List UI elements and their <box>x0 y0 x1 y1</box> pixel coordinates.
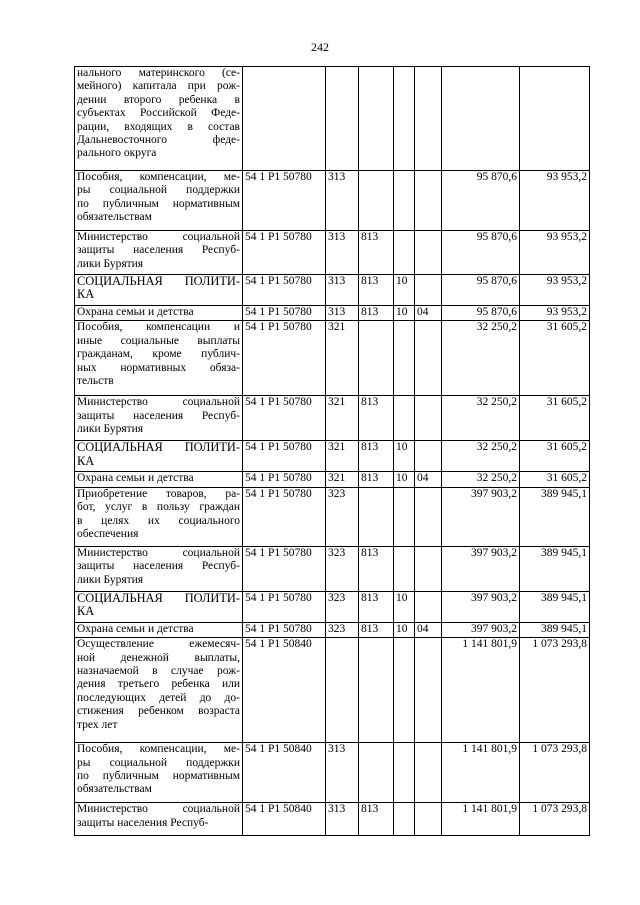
expense-name <box>75 231 243 275</box>
expense-name-line: последующих детей до до- <box>77 691 240 704</box>
table-row <box>75 591 590 622</box>
target-article-code: 54 1 P1 50780 <box>243 231 326 275</box>
table-row <box>75 231 590 275</box>
expense-name-line: ры социальной поддержки <box>77 756 240 769</box>
section-code <box>394 231 415 275</box>
expense-type-code: 313 <box>326 171 359 231</box>
expense-name-line: Министерство социальной <box>77 396 240 409</box>
expense-name <box>75 441 243 472</box>
ministry-code: 813 <box>359 622 394 637</box>
section-code <box>394 171 415 231</box>
expense-name-line: тельств <box>77 375 114 388</box>
expense-type-code: 313 <box>326 275 359 306</box>
expense-name-line: трех лет <box>77 718 118 731</box>
amount-year-2 <box>520 67 590 171</box>
ministry-code: 813 <box>359 472 394 487</box>
target-article-code: 54 1 P1 50780 <box>243 472 326 487</box>
amount-year-2: 93 953,2 <box>520 231 590 275</box>
expense-name <box>75 591 243 622</box>
expense-name-line: лики Бурятия <box>77 573 144 586</box>
expense-name <box>75 472 243 487</box>
expense-name-line: по публичным нормативным <box>77 197 240 210</box>
expense-name <box>75 171 243 231</box>
expense-name-line: мейного) капитала при рож- <box>77 80 240 93</box>
ministry-code: 813 <box>359 441 394 472</box>
ministry-code: 813 <box>359 803 394 836</box>
target-article-code: 54 1 P1 50780 <box>243 321 326 396</box>
amount-year-2: 93 953,2 <box>520 171 590 231</box>
amount-year-2: 31 605,2 <box>520 396 590 441</box>
expense-name-line: Пособия, компенсации, ме- <box>77 171 240 183</box>
expense-name-line: Дальневосточного феде- <box>77 134 240 147</box>
subsection-code <box>415 638 442 743</box>
amount-year-2: 93 953,2 <box>520 275 590 306</box>
expense-name-line: ных нормативных обяза- <box>77 361 240 374</box>
expense-type-code: 321 <box>326 396 359 441</box>
subsection-code <box>415 396 442 441</box>
section-code: 10 <box>394 441 415 472</box>
page-number: 242 <box>311 40 329 54</box>
expense-name-line: Приобретение товаров, ра- <box>77 487 240 500</box>
amount-year-1: 95 870,6 <box>442 275 520 306</box>
expense-name-line: назначаемой в случае рож- <box>77 665 240 678</box>
ministry-code <box>359 638 394 743</box>
amount-year-1: 1 141 801,9 <box>442 743 520 803</box>
expense-name-line: ры социальной поддержки <box>77 184 240 197</box>
ministry-code: 813 <box>359 306 394 321</box>
amount-year-2: 31 605,2 <box>520 441 590 472</box>
expense-name-line: защиты населения Респуб- <box>77 409 240 422</box>
expense-name <box>75 803 243 836</box>
target-article-code: 54 1 P1 50780 <box>243 275 326 306</box>
expense-name-line: защиты населения Респуб- <box>77 244 240 257</box>
amount-year-2: 1 073 293,8 <box>520 638 590 743</box>
subsection-code <box>415 743 442 803</box>
expense-name-line: Охрана семьи и детства <box>77 472 194 485</box>
expense-name-line: по публичным нормативным <box>77 770 240 783</box>
subsection-code <box>415 546 442 591</box>
table-row <box>75 487 590 546</box>
ministry-code: 813 <box>359 275 394 306</box>
table-row <box>75 546 590 591</box>
amount-year-2: 1 073 293,8 <box>520 743 590 803</box>
expense-name-line: рального округа <box>77 147 157 160</box>
amount-year-1: 397 903,2 <box>442 591 520 622</box>
expense-name-line: КА <box>77 604 95 619</box>
target-article-code: 54 1 P1 50840 <box>243 743 326 803</box>
amount-year-1: 32 250,2 <box>442 472 520 487</box>
amount-year-2: 389 945,1 <box>520 546 590 591</box>
amount-year-2: 93 953,2 <box>520 306 590 321</box>
ministry-code: 813 <box>359 396 394 441</box>
amount-year-1: 1 141 801,9 <box>442 803 520 836</box>
section-code <box>394 803 415 836</box>
expense-name-line: субъектах Российской Феде- <box>77 107 240 120</box>
ministry-code <box>359 67 394 171</box>
expense-type-code <box>326 638 359 743</box>
expense-name-line: СОЦИАЛЬНАЯ ПОЛИТИ- <box>77 440 240 455</box>
ministry-code <box>359 743 394 803</box>
expense-name-line: бот, услуг в пользу граждан <box>77 501 240 514</box>
amount-year-1: 397 903,2 <box>442 487 520 546</box>
ministry-code <box>359 321 394 396</box>
expense-name-line: Министерство социальной <box>77 231 240 243</box>
amount-year-1: 397 903,2 <box>442 546 520 591</box>
section-code <box>394 396 415 441</box>
expense-name-line: СОЦИАЛЬНАЯ ПОЛИТИ- <box>77 274 240 288</box>
expense-type-code: 321 <box>326 321 359 396</box>
subsection-code <box>415 275 442 306</box>
section-code: 10 <box>394 306 415 321</box>
amount-year-1: 32 250,2 <box>442 396 520 441</box>
expense-name-line: дения третьего ребенка или <box>77 678 240 691</box>
ministry-code: 813 <box>359 546 394 591</box>
section-code <box>394 321 415 396</box>
expense-type-code: 323 <box>326 546 359 591</box>
ministry-code <box>359 487 394 546</box>
amount-year-1: 95 870,6 <box>442 171 520 231</box>
expense-name-line: защиты населения Респуб- <box>77 816 209 829</box>
expense-name <box>75 275 243 306</box>
section-code <box>394 546 415 591</box>
amount-year-2: 31 605,2 <box>520 472 590 487</box>
expense-name-line: нального материнского (се- <box>77 67 240 79</box>
target-article-code: 54 1 P1 50840 <box>243 638 326 743</box>
expense-name-line: СОЦИАЛЬНАЯ ПОЛИТИ- <box>77 591 240 605</box>
expense-name-line: Осуществление ежемесяч- <box>77 638 240 651</box>
expense-type-code <box>326 67 359 171</box>
table-row <box>75 321 590 396</box>
amount-year-1: 95 870,6 <box>442 306 520 321</box>
expense-name-line: Министерство социальной <box>77 546 240 559</box>
target-article-code: 54 1 P1 50780 <box>243 396 326 441</box>
subsection-code <box>415 487 442 546</box>
expense-name <box>75 487 243 546</box>
amount-year-2: 389 945,1 <box>520 591 590 622</box>
subsection-code <box>415 171 442 231</box>
expense-name <box>75 306 243 321</box>
table-row <box>75 638 590 743</box>
section-code <box>394 743 415 803</box>
subsection-code <box>415 803 442 836</box>
subsection-code <box>415 441 442 472</box>
target-article-code: 54 1 P1 50780 <box>243 591 326 622</box>
amount-year-1: 32 250,2 <box>442 321 520 396</box>
section-code <box>394 638 415 743</box>
subsection-code: 04 <box>415 622 442 637</box>
expense-name-line: Министерство социальной <box>77 803 240 816</box>
expense-name-line: обязательствам <box>77 211 152 224</box>
expense-type-code: 323 <box>326 622 359 637</box>
table-row <box>75 622 590 637</box>
expense-name <box>75 743 243 803</box>
section-code <box>394 487 415 546</box>
expense-name-line: КА <box>77 287 95 302</box>
target-article-code: 54 1 P1 50840 <box>243 803 326 836</box>
amount-year-1 <box>442 67 520 171</box>
expense-name-line: стижения ребенком возраста <box>77 705 240 718</box>
expense-type-code: 323 <box>326 487 359 546</box>
expense-name-line: Пособия, компенсации, ме- <box>77 743 240 756</box>
expense-name-line: Пособия, компенсации и <box>77 321 240 334</box>
section-code: 10 <box>394 275 415 306</box>
expense-name-line: ной денежной выплаты, <box>77 651 240 664</box>
expense-type-code: 313 <box>326 803 359 836</box>
target-article-code: 54 1 P1 50780 <box>243 487 326 546</box>
table-row <box>75 803 590 836</box>
table-row <box>75 67 590 171</box>
target-article-code: 54 1 P1 50780 <box>243 306 326 321</box>
expense-name <box>75 396 243 441</box>
section-code <box>394 67 415 171</box>
table-row <box>75 396 590 441</box>
subsection-code <box>415 67 442 171</box>
table-row <box>75 743 590 803</box>
table-row <box>75 472 590 487</box>
expense-name-line: обязательствам <box>77 783 152 796</box>
expense-name-line: дении второго ребенка в <box>77 93 240 106</box>
subsection-code: 04 <box>415 306 442 321</box>
table-row <box>75 171 590 231</box>
amount-year-2: 31 605,2 <box>520 321 590 396</box>
expense-name-line: КА <box>77 453 95 468</box>
amount-year-1: 95 870,6 <box>442 231 520 275</box>
expense-name-line: иные социальные выплаты <box>77 334 240 347</box>
expense-name <box>75 546 243 591</box>
amount-year-2: 389 945,1 <box>520 622 590 637</box>
expense-name-line: лики Бурятия <box>77 257 144 270</box>
budget-table <box>74 66 590 836</box>
section-code: 10 <box>394 622 415 637</box>
expense-name-line: лики Бурятия <box>77 423 144 436</box>
expense-name-line: Охрана семьи и детства <box>77 622 194 635</box>
expense-type-code: 321 <box>326 441 359 472</box>
subsection-code <box>415 321 442 396</box>
target-article-code: 54 1 P1 50780 <box>243 622 326 637</box>
table-row <box>75 441 590 472</box>
amount-year-2: 389 945,1 <box>520 487 590 546</box>
expense-name-line: защиты населения Респуб- <box>77 560 240 573</box>
expense-type-code: 321 <box>326 472 359 487</box>
expense-name-line: Охрана семьи и детства <box>77 306 194 318</box>
expense-name <box>75 622 243 637</box>
section-code: 10 <box>394 591 415 622</box>
expense-name <box>75 321 243 396</box>
ministry-code <box>359 171 394 231</box>
target-article-code: 54 1 P1 50780 <box>243 546 326 591</box>
ministry-code: 813 <box>359 591 394 622</box>
expense-name-line: гражданам, кроме публич- <box>77 348 240 361</box>
expense-type-code: 323 <box>326 591 359 622</box>
expense-name-line: в целях их социального <box>77 514 240 527</box>
expense-name-line: рации, входящих в состав <box>77 120 240 133</box>
ministry-code: 813 <box>359 231 394 275</box>
table-body <box>75 67 590 836</box>
expense-name <box>75 67 243 171</box>
subsection-code <box>415 591 442 622</box>
table-row <box>75 275 590 306</box>
expense-name <box>75 638 243 743</box>
target-article-code: 54 1 P1 50780 <box>243 441 326 472</box>
amount-year-2: 1 073 293,8 <box>520 803 590 836</box>
expense-type-code: 313 <box>326 306 359 321</box>
subsection-code: 04 <box>415 472 442 487</box>
expense-name-line: обеспечения <box>77 528 139 541</box>
expense-type-code: 313 <box>326 231 359 275</box>
expense-type-code: 313 <box>326 743 359 803</box>
amount-year-1: 32 250,2 <box>442 441 520 472</box>
amount-year-1: 397 903,2 <box>442 622 520 637</box>
target-article-code <box>243 67 326 171</box>
target-article-code: 54 1 P1 50780 <box>243 171 326 231</box>
table-row <box>75 306 590 321</box>
subsection-code <box>415 231 442 275</box>
amount-year-1: 1 141 801,9 <box>442 638 520 743</box>
section-code: 10 <box>394 472 415 487</box>
